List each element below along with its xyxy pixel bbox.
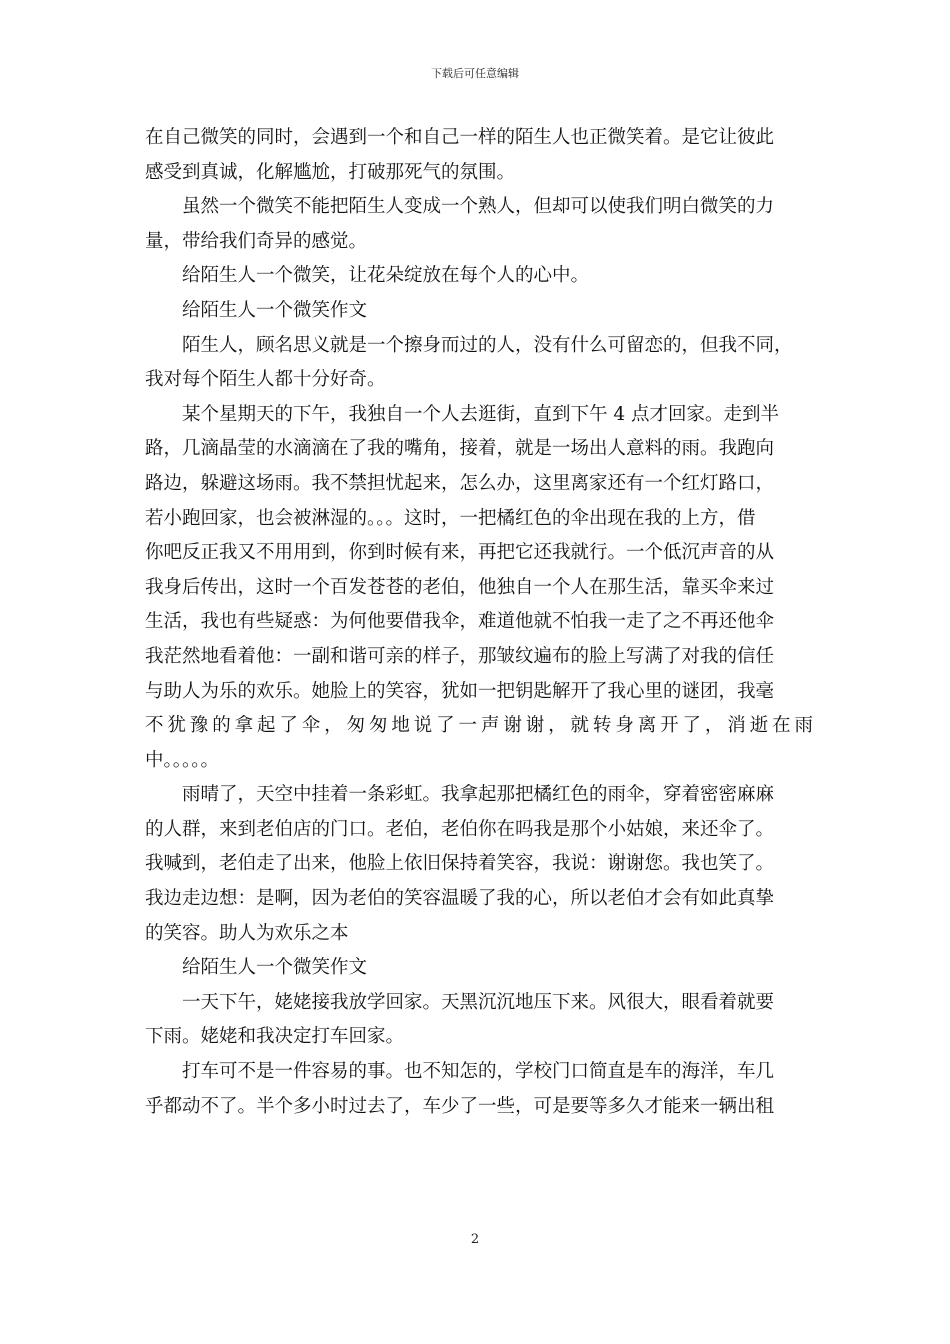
text-line: 打车可不是一件容易的事。也不知怎的，学校门口简直是车的海洋，车几 <box>182 1061 775 1083</box>
text-line: 虽然一个微笑不能把陌生人变成一个熟人，但却可以使我们明白微笑的力 <box>182 196 775 218</box>
text-line: 的笑容。助人为欢乐之本 <box>145 922 349 944</box>
text-line: 我茫然地看着他：一副和谐可亲的样子，那皱纹遍布的脸上写满了对我的信任 <box>145 645 775 667</box>
text-line: 下雨。姥姥和我决定打车回家。 <box>145 1026 405 1048</box>
text-line: 在自己微笑的同时，会遇到一个和自己一样的陌生人也正微笑着。是它让彼此 <box>145 127 775 148</box>
text-line: 不犹豫的拿起了伞，匆匆地说了一声谢谢，就转身离开了，消逝在雨 <box>145 715 813 737</box>
page-number: 2 <box>470 1232 480 1247</box>
text-line: 一天下午，姥姥接我放学回家。天黑沉沉地压下来。风很大，眼看着就要 <box>182 991 775 1013</box>
text-line: 感受到真诚，化解尴尬，打破那死气的氛围。 <box>145 161 516 183</box>
text-line: 陌生人，顾名思义就是一个擦身而过的人，没有什么可留恋的，但我不同， <box>182 334 793 356</box>
document-body <box>145 121 813 1124</box>
text-line: 生活，我也有些疑惑：为何他要借我伞，难道他就不怕我一走了之不再还他伞 <box>145 611 775 633</box>
text-line: 与助人为乐的欢乐。她脸上的笑容，犹如一把钥匙解开了我心里的谜团，我毫 <box>145 680 775 702</box>
text-line: 的人群，来到老伯店的门口。老伯，老伯你在吗我是那个小姑娘，来还伞了。 <box>145 818 775 840</box>
text-line: 某个星期天的下午，我独自一个人去逛街，直到下午 4 点才回家。走到半 <box>182 403 780 425</box>
text-line: 路，几滴晶莹的水滴滴在了我的嘴角，接着，就是一场出人意料的雨。我跑向 <box>145 438 775 460</box>
text-line: 乎都动不了。半个多小时过去了，车少了一些，可是要等多久才能来一辆出租 <box>145 1095 775 1117</box>
text-line: 你吧反正我又不用用到，你到时候有来，再把它还我就行。一个低沉声音的从 <box>145 542 775 564</box>
section-title: 给陌生人一个微笑作文 <box>182 299 368 321</box>
text-line: 我对每个陌生人都十分好奇。 <box>145 369 386 391</box>
text-line: 路边，躲避这场雨。我不禁担忧起来，怎么办，这里离家还有一个红灯路口， <box>145 472 775 494</box>
text-line: 我边走边想：是啊，因为老伯的笑容温暖了我的心，所以老伯才会有如此真挚 <box>145 888 775 910</box>
text-line: 量，带给我们奇异的感觉。 <box>145 230 368 252</box>
section-title: 给陌生人一个微笑作文 <box>182 957 368 979</box>
page-header: 下载后可任意编辑 <box>431 67 519 80</box>
text-line: 我身后传出，这时一个百发苍苍的老伯，他独自一个人在那生活，靠买伞来过 <box>145 576 775 598</box>
text-line: 中。。。。。 <box>145 749 220 771</box>
text-line: 给陌生人一个微笑，让花朵绽放在每个人的心中。 <box>182 265 590 287</box>
text-line: 雨晴了，天空中挂着一条彩虹。我拿起那把橘红色的雨伞，穿着密密麻麻 <box>182 784 775 806</box>
text-line: 我喊到，老伯走了出来，他脸上依旧保持着笑容，我说：谢谢您。我也笑了。 <box>145 853 775 875</box>
text-line: 若小跑回家，也会被淋湿的。。。这时，一把橘红色的伞出现在我的上方，借 <box>145 507 756 529</box>
